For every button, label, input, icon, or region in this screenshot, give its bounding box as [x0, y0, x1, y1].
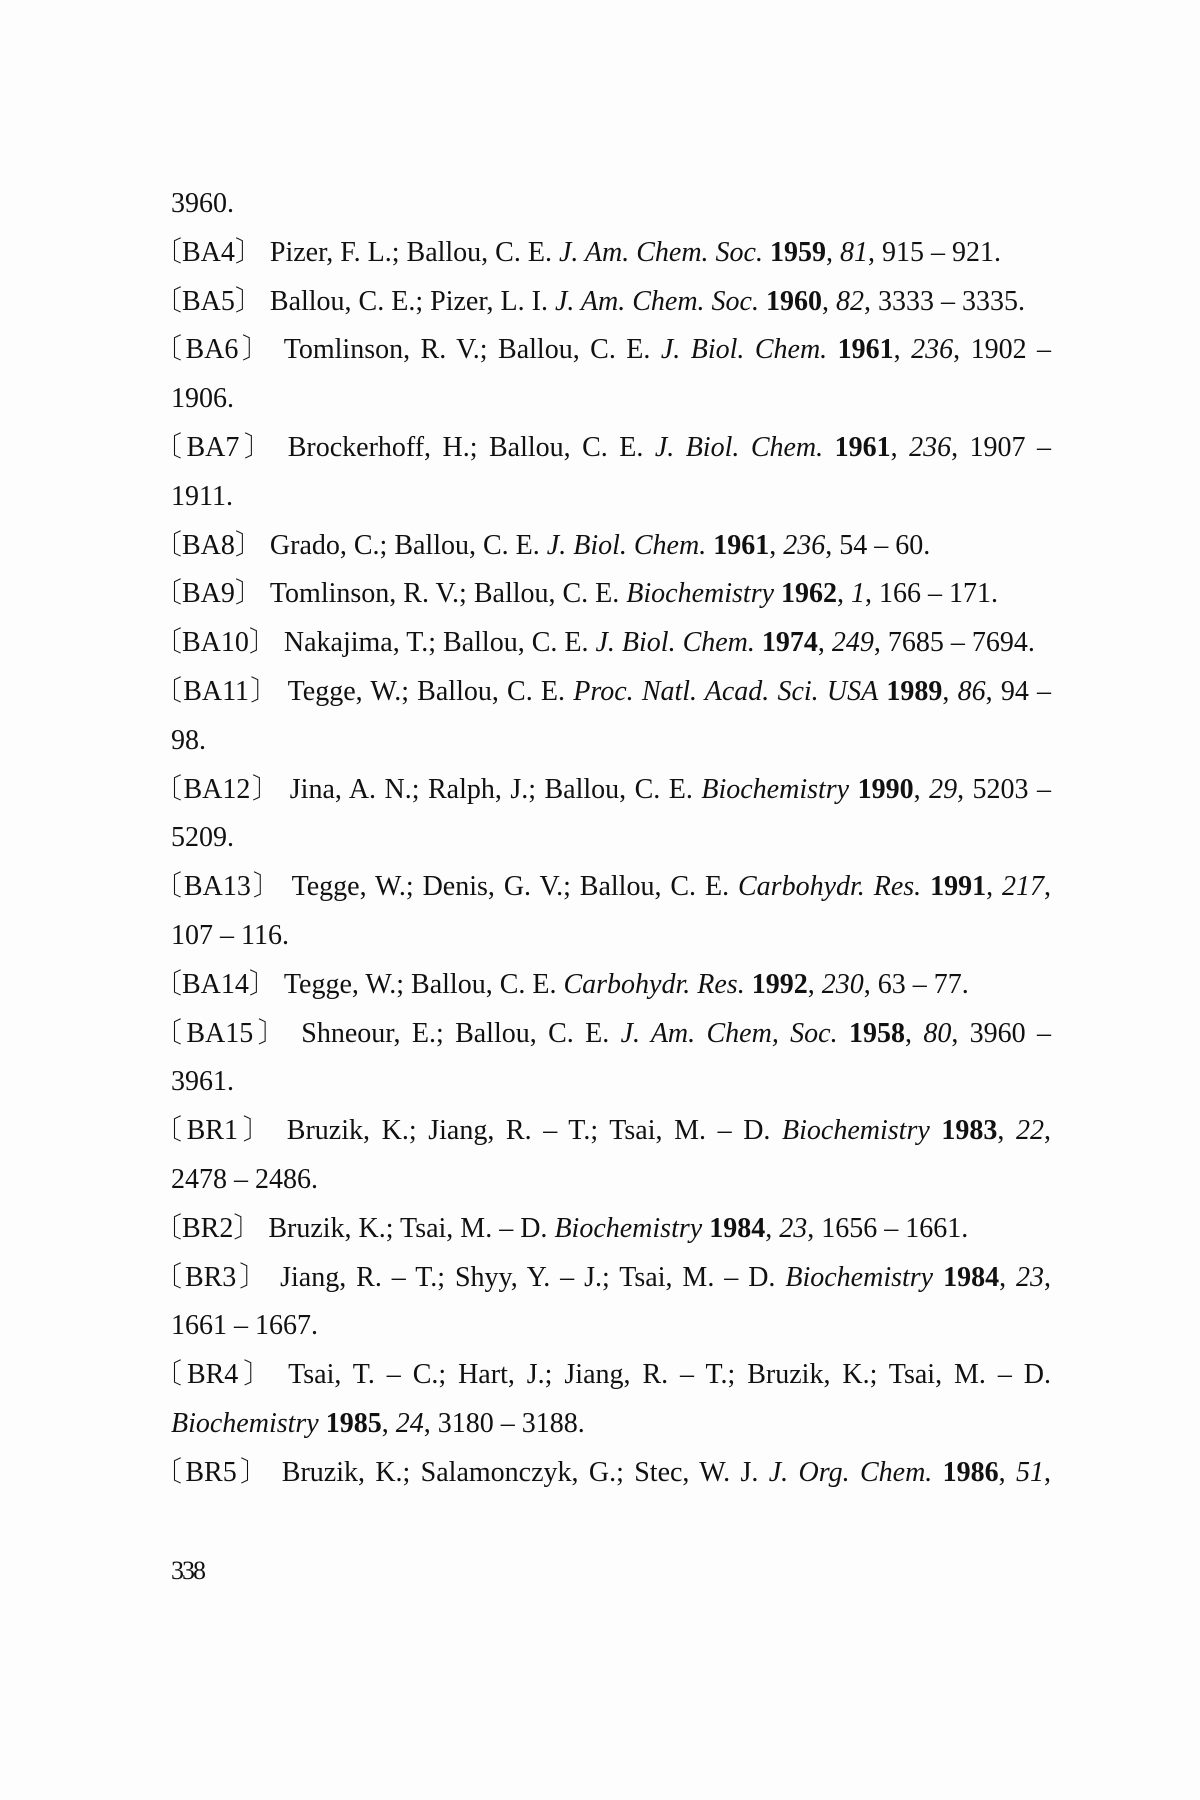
reference-text: 〔BA6〕 Tomlinson, R. V.; Ballou, C. E.	[154, 334, 661, 366]
reference-text: ,	[817, 627, 832, 659]
journal-or-volume: 29	[929, 773, 958, 805]
reference-text: 〔BA15〕 Shneour, E.; Ballou, C. E.	[154, 1017, 621, 1049]
reference-text: 〔BR2〕 Bruzik, K.; Tsai, M. – D.	[154, 1212, 555, 1244]
reference-continuation-line	[154, 180, 1051, 229]
journal-or-volume: Biochemistry	[554, 1212, 703, 1244]
journal-or-volume: J. Biol. Chem.	[660, 334, 828, 366]
reference-text: 5209.	[171, 822, 234, 854]
reference-text: 107 – 116.	[171, 919, 289, 951]
year: 1961	[713, 529, 770, 561]
reference-text: , 3960 –	[951, 1017, 1052, 1049]
journal-or-volume: 236	[783, 529, 826, 561]
reference-line	[154, 522, 1051, 571]
journal-or-volume: 230	[821, 968, 864, 1000]
journal-or-volume: 81	[839, 236, 868, 268]
reference-text	[930, 1115, 942, 1146]
reference-text: ,	[825, 236, 840, 268]
reference-text	[933, 1262, 943, 1293]
year: 1986	[942, 1456, 999, 1488]
reference-text: , 1902 –	[953, 334, 1052, 366]
reference-text: ,	[904, 1017, 924, 1049]
reference-line	[154, 326, 1051, 375]
reference-line	[154, 1351, 1051, 1400]
reference-text: , 1907 –	[951, 431, 1052, 463]
reference-continuation-line	[154, 1156, 1051, 1205]
journal-or-volume: 23	[1016, 1261, 1045, 1293]
reference-text: 〔BA7〕 Brockerhoff, H.; Ballou, C. E.	[154, 431, 655, 463]
year: 1983	[941, 1115, 998, 1147]
reference-text: 〔BA11〕 Tegge, W.; Ballou, C. E.	[154, 675, 574, 707]
journal-or-volume: 24	[395, 1407, 424, 1439]
reference-text: , 166 – 171.	[865, 578, 999, 610]
reference-list	[154, 180, 1051, 1498]
reference-continuation-line	[154, 814, 1051, 863]
reference-text: ,	[769, 529, 784, 561]
reference-text: , 915 – 921.	[867, 236, 1001, 268]
journal-or-volume: J. Am. Chem. Soc.	[554, 285, 759, 317]
reference-text	[823, 432, 834, 463]
journal-or-volume: J. Am. Chem, Soc.	[620, 1017, 838, 1049]
year: 1985	[325, 1407, 382, 1439]
reference-text	[755, 627, 762, 658]
reference-text: 〔BA10〕 Nakajima, T.; Ballou, C. E.	[154, 627, 596, 659]
reference-continuation-line	[154, 717, 1051, 766]
reference-text: ,	[893, 334, 912, 366]
journal-or-volume: J. Biol. Chem.	[595, 627, 755, 659]
journal-or-volume: J. Am. Chem. Soc.	[558, 236, 763, 268]
reference-text: , 1656 – 1661.	[807, 1212, 969, 1244]
reference-text: 〔BA13〕 Tegge, W.; Denis, G. V.; Ballou, C. E.	[154, 871, 738, 903]
reference-text: ,	[913, 773, 930, 805]
reference-text	[763, 237, 770, 268]
reference-line	[154, 668, 1051, 717]
reference-text: , 94 –	[985, 675, 1052, 707]
year: 1974	[761, 627, 818, 659]
journal-or-volume: Proc. Natl. Acad. Sci. USA	[573, 675, 879, 707]
reference-line	[154, 1107, 1051, 1156]
reference-text: 1906.	[171, 383, 234, 415]
reference-text: 〔BA5〕 Ballou, C. E.; Pizer, L. I.	[154, 285, 555, 317]
reference-text: ,	[997, 1115, 1016, 1147]
reference-text: , 3333 – 3335.	[863, 285, 1025, 317]
reference-text: ,	[807, 968, 822, 1000]
reference-line	[154, 229, 1051, 278]
reference-text: , 3180 – 3188.	[423, 1407, 585, 1439]
reference-text: 〔BR4〕 Tsai, T. – C.; Hart, J.; Jiang, R. – T.; Bruzik, K.; Tsai, M. – D.	[154, 1359, 1051, 1391]
year: 1961	[837, 334, 894, 366]
reference-line	[154, 570, 1051, 619]
journal-or-volume: 51	[1016, 1456, 1045, 1488]
reference-text	[838, 1018, 849, 1049]
journal-or-volume: 82	[835, 285, 864, 317]
reference-text: 〔BA14〕 Tegge, W.; Ballou, C. E.	[154, 968, 564, 1000]
reference-continuation-line	[154, 1400, 1051, 1449]
reference-text: ,	[998, 1456, 1017, 1488]
reference-text: 〔BA8〕 Grado, C.; Ballou, C. E.	[154, 529, 547, 561]
reference-text: 〔BR5〕 Bruzik, K.; Salamonczyk, G.; Stec, W. J.	[154, 1456, 769, 1488]
journal-or-volume: Carbohydr. Res.	[563, 968, 745, 1000]
reference-text: 1911.	[171, 480, 233, 512]
journal-or-volume: 86	[957, 675, 986, 707]
reference-text: , 5203 –	[957, 773, 1052, 805]
journal-or-volume: Biochemistry	[171, 1407, 319, 1439]
reference-continuation-line	[154, 1058, 1051, 1107]
reference-line	[154, 1010, 1051, 1059]
reference-text: ,	[765, 1212, 780, 1244]
year: 1958	[848, 1017, 905, 1049]
year: 1984	[943, 1261, 1000, 1293]
reference-continuation-line	[154, 375, 1051, 424]
reference-continuation-line	[154, 473, 1051, 522]
reference-text: ,	[986, 871, 1003, 903]
reference-text	[849, 774, 857, 805]
reference-text: ,	[821, 285, 836, 317]
journal-or-volume: Biochemistry	[782, 1115, 930, 1147]
reference-text	[827, 334, 837, 365]
year: 1992	[751, 968, 808, 1000]
year: 1959	[769, 236, 826, 268]
reference-text: 2478 – 2486.	[171, 1163, 318, 1195]
reference-continuation-line	[154, 912, 1051, 961]
journal-or-volume: 1	[851, 578, 866, 610]
reference-line	[154, 1254, 1051, 1303]
reference-text: , 63 – 77.	[863, 968, 969, 1000]
year: 1961	[834, 431, 891, 463]
reference-line	[154, 961, 1051, 1010]
reference-text: ,	[1044, 1115, 1051, 1147]
year: 1962	[781, 578, 838, 610]
journal-or-volume: J. Biol. Chem.	[546, 529, 707, 561]
year: 1990	[857, 773, 914, 805]
reference-line	[154, 619, 1051, 668]
year: 1991	[930, 871, 987, 903]
reference-text	[745, 969, 752, 1000]
reference-line	[154, 766, 1051, 815]
reference-text: 3960.	[171, 188, 234, 219]
journal-or-volume: Carbohydr. Res.	[738, 871, 922, 903]
reference-text: 3961.	[171, 1066, 234, 1098]
reference-text: 〔BR1〕 Bruzik, K.; Jiang, R. – T.; Tsai, M. – D.	[154, 1115, 783, 1147]
reference-text: 98.	[171, 724, 206, 756]
reference-text: ,	[999, 1261, 1017, 1293]
reference-text: 〔BA4〕 Pizer, F. L.; Ballou, C. E.	[154, 236, 559, 268]
reference-text: , 54 – 60.	[825, 529, 931, 561]
reference-text	[932, 1457, 942, 1488]
year: 1989	[886, 675, 943, 707]
reference-text: 〔BA9〕 Tomlinson, R. V.; Ballou, C. E.	[154, 578, 627, 610]
page-number: 338	[171, 1556, 204, 1585]
reference-text: ,	[837, 578, 852, 610]
journal-or-volume: 22	[1016, 1115, 1044, 1147]
journal-or-volume: Biochemistry	[626, 578, 775, 610]
reference-continuation-line	[154, 1302, 1051, 1351]
reference-line	[154, 278, 1051, 327]
journal-or-volume: 249	[831, 627, 874, 659]
reference-text	[921, 871, 930, 902]
reference-text	[759, 286, 766, 317]
journal-or-volume: J. Org. Chem.	[768, 1456, 933, 1488]
journal-or-volume: 236	[911, 334, 954, 366]
reference-text: ,	[1044, 871, 1052, 903]
journal-or-volume: 236	[909, 431, 952, 463]
reference-text: ,	[890, 431, 910, 463]
journal-or-volume: Biochemistry	[701, 773, 850, 805]
journal-or-volume: 23	[779, 1212, 808, 1244]
reference-text	[774, 578, 781, 609]
reference-text: , 7685 – 7694.	[873, 627, 1035, 659]
year: 1960	[765, 285, 822, 317]
reference-text: ,	[1044, 1261, 1052, 1293]
reference-line	[154, 863, 1051, 912]
journal-or-volume: J. Biol. Chem.	[654, 431, 824, 463]
reference-text: ,	[1044, 1456, 1052, 1488]
reference-text: 1661 – 1667.	[171, 1310, 318, 1342]
journal-or-volume: 80	[923, 1017, 952, 1049]
journal-or-volume: Biochemistry	[785, 1261, 934, 1293]
reference-line	[154, 1205, 1051, 1254]
reference-line	[154, 424, 1051, 473]
year: 1984	[709, 1212, 766, 1244]
reference-text	[319, 1408, 326, 1439]
reference-text: ,	[942, 675, 958, 707]
reference-text: ,	[381, 1407, 396, 1439]
journal-or-volume: 217	[1002, 871, 1045, 903]
reference-line	[154, 1449, 1051, 1498]
reference-text: 〔BR3〕 Jiang, R. – T.; Shyy, Y. – J.; Tsai, M. – D.	[154, 1261, 786, 1293]
reference-text: 〔BA12〕 Jina, A. N.; Ralph, J.; Ballou, C. E.	[154, 773, 702, 805]
